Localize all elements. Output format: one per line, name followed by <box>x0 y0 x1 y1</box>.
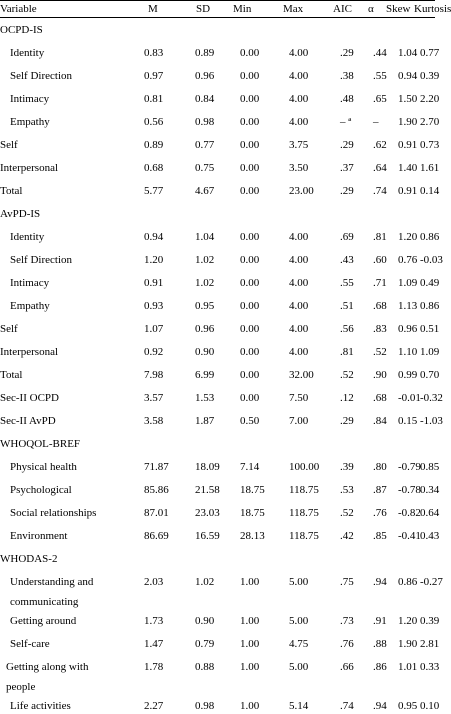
cell-min: 0.00 <box>240 231 260 243</box>
cell-min: 0.50 <box>240 415 260 427</box>
cell-m: 2.27 <box>144 700 164 712</box>
cell-alpha: .64 <box>373 162 387 174</box>
cell-sd: 0.90 <box>195 346 215 358</box>
cell-skew: 0.94 <box>398 70 418 82</box>
cell-max: 32.00 <box>289 369 314 381</box>
row-label: Intimacy <box>10 93 50 105</box>
cell-aic: .12 <box>340 392 354 404</box>
cell-m: 3.58 <box>144 415 164 427</box>
cell-alpha: – <box>373 116 379 128</box>
section-row <box>0 22 435 38</box>
cell-m: 0.94 <box>144 231 164 243</box>
row-label: Total <box>0 185 23 197</box>
col-header-skew: Skew <box>386 3 411 15</box>
cell-aic: .69 <box>340 231 354 243</box>
cell-kurt: 0.14 <box>420 185 440 197</box>
cell-sd: 0.98 <box>195 700 215 712</box>
row-label: Empathy <box>10 300 50 312</box>
cell-skew: -0.78 <box>398 484 421 496</box>
cell-min: 0.00 <box>240 254 260 266</box>
cell-m: 87.01 <box>144 507 169 519</box>
cell-min: 1.00 <box>240 700 260 712</box>
cell-min: 18.75 <box>240 484 265 496</box>
cell-alpha: .65 <box>373 93 387 105</box>
cell-aic: .38 <box>340 70 354 82</box>
cell-sd: 0.75 <box>195 162 215 174</box>
cell-alpha: .55 <box>373 70 387 82</box>
cell-alpha: .94 <box>373 576 387 588</box>
row-label: Identity <box>10 231 45 243</box>
cell-alpha: .68 <box>373 300 387 312</box>
table-row <box>0 137 440 153</box>
cell-max: 5.14 <box>289 700 309 712</box>
row-label: Sec-II OCPD <box>0 392 59 404</box>
cell-skew: 1.10 <box>398 346 418 358</box>
col-header-alpha: α <box>368 3 374 15</box>
cell-aic: – ª <box>340 116 352 128</box>
table-row <box>0 298 440 314</box>
cell-skew: 1.90 <box>398 638 418 650</box>
cell-m: 7.98 <box>144 369 164 381</box>
cell-m: 5.77 <box>144 185 164 197</box>
cell-max: 4.00 <box>289 231 309 243</box>
cell-skew: 1.20 <box>398 231 418 243</box>
row-label: WHODAS-2 <box>0 553 58 565</box>
cell-alpha: .87 <box>373 484 387 496</box>
cell-min: 0.00 <box>240 346 260 358</box>
cell-sd: 18.09 <box>195 461 220 473</box>
cell-aic: .39 <box>340 461 354 473</box>
cell-aic: .29 <box>340 139 354 151</box>
cell-alpha: .90 <box>373 369 387 381</box>
cell-min: 1.00 <box>240 661 260 673</box>
cell-kurt: 0.10 <box>420 700 440 712</box>
cell-alpha: .68 <box>373 392 387 404</box>
cell-kurt: 1.61 <box>420 162 440 174</box>
cell-m: 1.47 <box>144 638 164 650</box>
cell-kurt: 0.86 <box>420 300 440 312</box>
table-row <box>0 390 443 406</box>
cell-kurt: 0.39 <box>420 70 440 82</box>
cell-min: 0.00 <box>240 116 260 128</box>
cell-sd: 0.96 <box>195 323 215 335</box>
col-header-kurtosis: Kurtosis <box>414 3 451 15</box>
cell-max: 5.00 <box>289 661 309 673</box>
row-label: Interpersonal <box>0 346 59 358</box>
cell-sd: 0.88 <box>195 661 215 673</box>
cell-max: 4.00 <box>289 47 309 59</box>
table-row <box>0 574 443 614</box>
cell-m: 85.86 <box>144 484 169 496</box>
table-row <box>0 321 440 337</box>
cell-max: 4.00 <box>289 70 309 82</box>
row-label: Interpersonal <box>0 162 59 174</box>
cell-aic: .56 <box>340 323 354 335</box>
cell-max: 4.75 <box>289 638 309 650</box>
row-label: Social relationships <box>10 507 97 519</box>
cell-m: 0.93 <box>144 300 164 312</box>
cell-skew: 1.90 <box>398 116 418 128</box>
cell-min: 0.00 <box>240 323 260 335</box>
cell-skew: 1.13 <box>398 300 418 312</box>
table-row <box>0 275 440 291</box>
cell-aic: .37 <box>340 162 354 174</box>
cell-min: 0.00 <box>240 185 260 197</box>
cell-kurt: 0.73 <box>420 139 440 151</box>
cell-aic: .29 <box>340 415 354 427</box>
row-label: Identity <box>10 47 45 59</box>
cell-aic: .74 <box>340 700 354 712</box>
cell-skew: 0.76 <box>398 254 418 266</box>
cell-m: 0.92 <box>144 346 164 358</box>
row-label: AvPD-IS <box>0 208 41 220</box>
row-label: WHOQOL-BREF <box>0 438 81 450</box>
table-row <box>0 45 440 61</box>
cell-sd: 23.03 <box>195 507 220 519</box>
cell-aic: .53 <box>340 484 354 496</box>
cell-min: 0.00 <box>240 300 260 312</box>
cell-m: 1.07 <box>144 323 164 335</box>
table-row <box>0 344 440 360</box>
cell-alpha: .85 <box>373 530 387 542</box>
cell-m: 0.89 <box>144 139 164 151</box>
table-row <box>0 698 440 714</box>
cell-aic: .29 <box>340 47 354 59</box>
row-label: Getting around <box>10 615 77 627</box>
cell-aic: .75 <box>340 576 354 588</box>
cell-alpha: .80 <box>373 461 387 473</box>
table-row <box>0 367 440 383</box>
cell-skew: 0.86 <box>398 576 418 588</box>
cell-min: 0.00 <box>240 70 260 82</box>
col-header-variable: Variable <box>0 3 37 15</box>
cell-kurt: 2.81 <box>420 638 440 650</box>
cell-aic: .29 <box>340 185 354 197</box>
cell-sd: 0.95 <box>195 300 215 312</box>
cell-max: 118.75 <box>289 484 319 496</box>
cell-kurt: 0.70 <box>420 369 440 381</box>
cell-skew: 0.99 <box>398 369 418 381</box>
cell-m: 1.73 <box>144 615 164 627</box>
cell-skew: -0.79 <box>398 461 421 473</box>
cell-kurt: 0.34 <box>420 484 440 496</box>
cell-max: 118.75 <box>289 530 319 542</box>
cell-m: 3.57 <box>144 392 164 404</box>
cell-skew: 0.96 <box>398 323 418 335</box>
table-row <box>0 252 443 268</box>
row-label: Psychological <box>10 484 72 496</box>
row-label: OCPD-IS <box>0 24 43 36</box>
row-label: Empathy <box>10 116 50 128</box>
cell-aic: .66 <box>340 661 354 673</box>
cell-max: 4.00 <box>289 277 309 289</box>
cell-min: 0.00 <box>240 369 260 381</box>
cell-max: 5.00 <box>289 576 309 588</box>
cell-sd: 1.04 <box>195 231 215 243</box>
cell-kurt: 0.51 <box>420 323 440 335</box>
cell-min: 1.00 <box>240 576 260 588</box>
cell-skew: 0.91 <box>398 185 418 197</box>
cell-alpha: .44 <box>373 47 387 59</box>
cell-m: 1.78 <box>144 661 164 673</box>
row-label: Environment <box>10 530 68 542</box>
col-header-sd: SD <box>196 3 211 15</box>
table-row <box>0 505 440 521</box>
cell-max: 4.00 <box>289 93 309 105</box>
cell-kurt: 0.39 <box>420 615 440 627</box>
row-label: Sec-II AvPD <box>0 415 56 427</box>
row-label: Self <box>0 139 18 151</box>
cell-max: 7.00 <box>289 415 309 427</box>
cell-max: 4.00 <box>289 346 309 358</box>
cell-alpha: .60 <box>373 254 387 266</box>
cell-max: 4.00 <box>289 116 309 128</box>
cell-sd: 21.58 <box>195 484 220 496</box>
cell-min: 28.13 <box>240 530 265 542</box>
row-label: Physical health <box>10 461 77 473</box>
cell-m: 0.97 <box>144 70 164 82</box>
cell-m: 1.20 <box>144 254 164 266</box>
cell-sd: 4.67 <box>195 185 215 197</box>
header-rule <box>0 17 435 18</box>
cell-min: 18.75 <box>240 507 265 519</box>
row-label: Self Direction <box>10 70 73 82</box>
cell-alpha: .62 <box>373 139 387 151</box>
table-row <box>0 114 440 130</box>
cell-sd: 0.79 <box>195 638 215 650</box>
col-header-m: M <box>148 3 158 15</box>
table-row <box>0 91 440 107</box>
cell-max: 5.00 <box>289 615 309 627</box>
cell-min: 0.00 <box>240 392 260 404</box>
cell-max: 7.50 <box>289 392 309 404</box>
cell-m: 0.68 <box>144 162 164 174</box>
cell-sd: 16.59 <box>195 530 220 542</box>
cell-m: 2.03 <box>144 576 164 588</box>
table-row <box>0 229 440 245</box>
cell-aic: .81 <box>340 346 354 358</box>
table-row <box>0 482 440 498</box>
cell-kurt: 0.77 <box>420 47 440 59</box>
table-row <box>0 613 440 629</box>
cell-sd: 1.02 <box>195 576 215 588</box>
table-row <box>0 160 440 176</box>
cell-max: 4.00 <box>289 323 309 335</box>
cell-kurt: -0.27 <box>420 576 443 588</box>
cell-skew: 0.91 <box>398 139 418 151</box>
cell-alpha: .71 <box>373 277 387 289</box>
cell-aic: .76 <box>340 638 354 650</box>
row-label: Self-care <box>10 638 50 650</box>
cell-skew: 1.50 <box>398 93 418 105</box>
cell-max: 23.00 <box>289 185 314 197</box>
cell-min: 1.00 <box>240 615 260 627</box>
row-label-continued: communicating <box>10 596 79 608</box>
cell-skew: 1.09 <box>398 277 418 289</box>
cell-skew: 0.15 <box>398 415 418 427</box>
cell-kurt: 0.85 <box>420 461 440 473</box>
table-row <box>0 459 440 475</box>
cell-aic: .55 <box>340 277 354 289</box>
cell-sd: 1.87 <box>195 415 215 427</box>
cell-kurt: 0.33 <box>420 661 440 673</box>
section-row <box>0 436 435 452</box>
section-row <box>0 551 435 567</box>
row-label-continued: people <box>6 681 36 693</box>
cell-alpha: .81 <box>373 231 387 243</box>
row-label: Total <box>0 369 23 381</box>
row-label: Self Direction <box>10 254 73 266</box>
col-header-min: Min <box>233 3 252 15</box>
cell-min: 0.00 <box>240 93 260 105</box>
cell-alpha: .88 <box>373 638 387 650</box>
cell-kurt: 0.43 <box>420 530 440 542</box>
cell-alpha: .84 <box>373 415 387 427</box>
cell-alpha: .52 <box>373 346 387 358</box>
cell-alpha: .74 <box>373 185 387 197</box>
table-row <box>0 183 440 199</box>
cell-sd: 1.02 <box>195 254 215 266</box>
cell-kurt: 0.86 <box>420 231 440 243</box>
table-row <box>0 528 440 544</box>
cell-aic: .48 <box>340 93 354 105</box>
cell-kurt: -0.32 <box>420 392 443 404</box>
cell-max: 118.75 <box>289 507 319 519</box>
section-row <box>0 206 435 222</box>
table-row <box>0 413 443 429</box>
col-header-max: Max <box>283 3 304 15</box>
col-header-aic: AIC <box>333 3 352 15</box>
cell-kurt: 2.20 <box>420 93 440 105</box>
cell-kurt: 1.09 <box>420 346 440 358</box>
cell-skew: 1.40 <box>398 162 418 174</box>
cell-sd: 6.99 <box>195 369 215 381</box>
cell-sd: 0.84 <box>195 93 215 105</box>
cell-m: 0.81 <box>144 93 164 105</box>
row-label: Self <box>0 323 18 335</box>
cell-aic: .43 <box>340 254 354 266</box>
cell-alpha: .91 <box>373 615 387 627</box>
table-row <box>0 659 440 699</box>
cell-sd: 1.02 <box>195 277 215 289</box>
cell-skew: 1.01 <box>398 661 418 673</box>
cell-aic: .52 <box>340 369 354 381</box>
cell-skew: -0.41 <box>398 530 421 542</box>
cell-skew: 1.04 <box>398 47 418 59</box>
cell-m: 0.83 <box>144 47 164 59</box>
cell-skew: 0.95 <box>398 700 418 712</box>
cell-max: 4.00 <box>289 300 309 312</box>
table-header <box>0 1 451 17</box>
cell-kurt: 0.49 <box>420 277 440 289</box>
table-row <box>0 68 440 84</box>
cell-max: 3.50 <box>289 162 309 174</box>
cell-alpha: .76 <box>373 507 387 519</box>
cell-max: 4.00 <box>289 254 309 266</box>
cell-min: 0.00 <box>240 162 260 174</box>
row-label: Understanding and <box>10 576 94 588</box>
cell-aic: .51 <box>340 300 354 312</box>
cell-aic: .73 <box>340 615 354 627</box>
cell-kurt: -0.03 <box>420 254 443 266</box>
cell-m: 71.87 <box>144 461 169 473</box>
cell-m: 0.91 <box>144 277 164 289</box>
cell-max: 100.00 <box>289 461 320 473</box>
cell-skew: -0.01 <box>398 392 421 404</box>
cell-kurt: 2.70 <box>420 116 440 128</box>
cell-max: 3.75 <box>289 139 309 151</box>
cell-min: 0.00 <box>240 139 260 151</box>
cell-min: 7.14 <box>240 461 260 473</box>
cell-skew: 1.20 <box>398 615 418 627</box>
cell-min: 0.00 <box>240 277 260 289</box>
cell-alpha: .86 <box>373 661 387 673</box>
cell-m: 0.56 <box>144 116 164 128</box>
cell-sd: 0.77 <box>195 139 215 151</box>
cell-alpha: .94 <box>373 700 387 712</box>
cell-sd: 0.98 <box>195 116 215 128</box>
table-row <box>0 636 440 652</box>
cell-min: 1.00 <box>240 638 260 650</box>
cell-sd: 0.89 <box>195 47 215 59</box>
cell-sd: 0.96 <box>195 70 215 82</box>
cell-sd: 1.53 <box>195 392 215 404</box>
cell-kurt: 0.64 <box>420 507 440 519</box>
cell-skew: -0.82 <box>398 507 421 519</box>
cell-aic: .42 <box>340 530 354 542</box>
cell-min: 0.00 <box>240 47 260 59</box>
cell-m: 86.69 <box>144 530 169 542</box>
row-label: Intimacy <box>10 277 50 289</box>
cell-sd: 0.90 <box>195 615 215 627</box>
cell-alpha: .83 <box>373 323 387 335</box>
cell-kurt: -1.03 <box>420 415 443 427</box>
cell-aic: .52 <box>340 507 354 519</box>
row-label: Getting along with <box>6 661 89 673</box>
row-label: Life activities <box>10 700 71 712</box>
